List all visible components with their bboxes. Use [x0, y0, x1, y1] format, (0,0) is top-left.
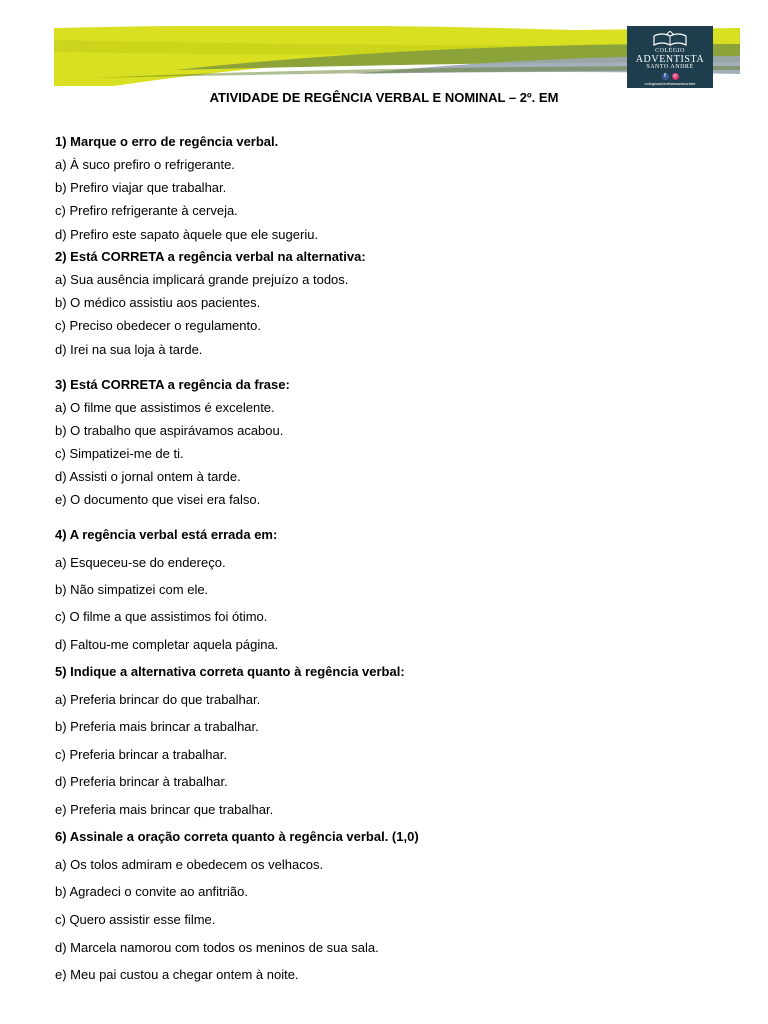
logo-line-3: SANTO ANDRÉ — [646, 64, 694, 70]
question-1-prompt: 1) Marque o erro de regência verbal. — [55, 134, 279, 149]
page-title: ATIVIDADE DE REGÊNCIA VERBAL E NOMINAL – 2º. EM — [209, 90, 559, 105]
question-5-prompt: 5) Indique a alternativa correta quanto à regência verbal: — [55, 664, 405, 679]
question-2-option-b: b) O médico assistiu aos pacientes. — [55, 295, 261, 310]
instagram-icon: ◎ — [672, 73, 678, 79]
question-1-option-c: c) Prefiro refrigerante à cerveja. — [55, 203, 238, 218]
logo-line-2: ADVENTISTA — [635, 54, 705, 65]
question-4-prompt: 4) A regência verbal está errada em: — [55, 527, 278, 542]
question-6-prompt: 6) Assinale a oração correta quanto à regência verbal. (1,0) — [55, 829, 419, 844]
question-6-option-a: a) Os tolos admiram e obedecem os velhacos. — [55, 857, 324, 872]
question-3-option-e: e) O documento que visei era falso. — [55, 492, 261, 507]
social-handle: colegioadventistasantoandre — [644, 81, 696, 86]
question-3-option-a: a) O filme que assistimos é excelente. — [55, 400, 275, 415]
question-6-option-e: e) Meu pai custou a chegar ontem à noite. — [55, 967, 299, 982]
question-3-option-b: b) O trabalho que aspirávamos acabou. — [55, 423, 284, 438]
logo-line-1: COLÉGIO — [655, 48, 685, 54]
school-logo — [627, 26, 713, 88]
question-4-option-d: d) Faltou-me completar aquela página. — [55, 637, 279, 652]
question-1-option-b: b) Prefiro viajar que trabalhar. — [55, 180, 227, 195]
book-icon — [652, 31, 688, 47]
question-5-option-b: b) Preferia mais brincar a trabalhar. — [55, 719, 259, 734]
question-5-option-c: c) Preferia brincar a trabalhar. — [55, 747, 227, 762]
question-5-option-a: a) Preferia brincar do que trabalhar. — [55, 692, 261, 707]
question-3-prompt: 3) Está CORRETA a regência da frase: — [55, 377, 290, 392]
question-1-option-a: a) À suco prefiro o refrigerante. — [55, 157, 235, 172]
question-4-option-a: a) Esqueceu-se do endereço. — [55, 555, 226, 570]
question-4-option-b: b) Não simpatizei com ele. — [55, 582, 209, 597]
question-3-option-d: d) Assisti o jornal ontem à tarde. — [55, 469, 241, 484]
question-5-option-e: e) Preferia mais brincar que trabalhar. — [55, 802, 274, 817]
question-4-option-c: c) O filme a que assistimos foi ótimo. — [55, 609, 268, 624]
question-3-option-c: c) Simpatizei-me de ti. — [55, 446, 184, 461]
question-1-option-d: d) Prefiro este sapato àquele que ele sugeriu. — [55, 227, 319, 242]
question-6-option-d: d) Marcela namorou com todos os meninos de sua sala. — [55, 940, 379, 955]
question-5-option-d: d) Preferia brincar à trabalhar. — [55, 774, 228, 789]
question-6-option-c: c) Quero assistir esse filme. — [55, 912, 216, 927]
question-2-option-d: d) Irei na sua loja à tarde. — [55, 342, 203, 357]
question-2-option-a: a) Sua ausência implicará grande prejuízo a todos. — [55, 272, 349, 287]
facebook-icon: f — [662, 73, 669, 80]
question-2-option-c: c) Preciso obedecer o regulamento. — [55, 318, 261, 333]
question-6-option-b: b) Agradeci o convite ao anfitrião. — [55, 884, 248, 899]
question-2-prompt: 2) Está CORRETA a regência verbal na alternativa: — [55, 249, 366, 264]
